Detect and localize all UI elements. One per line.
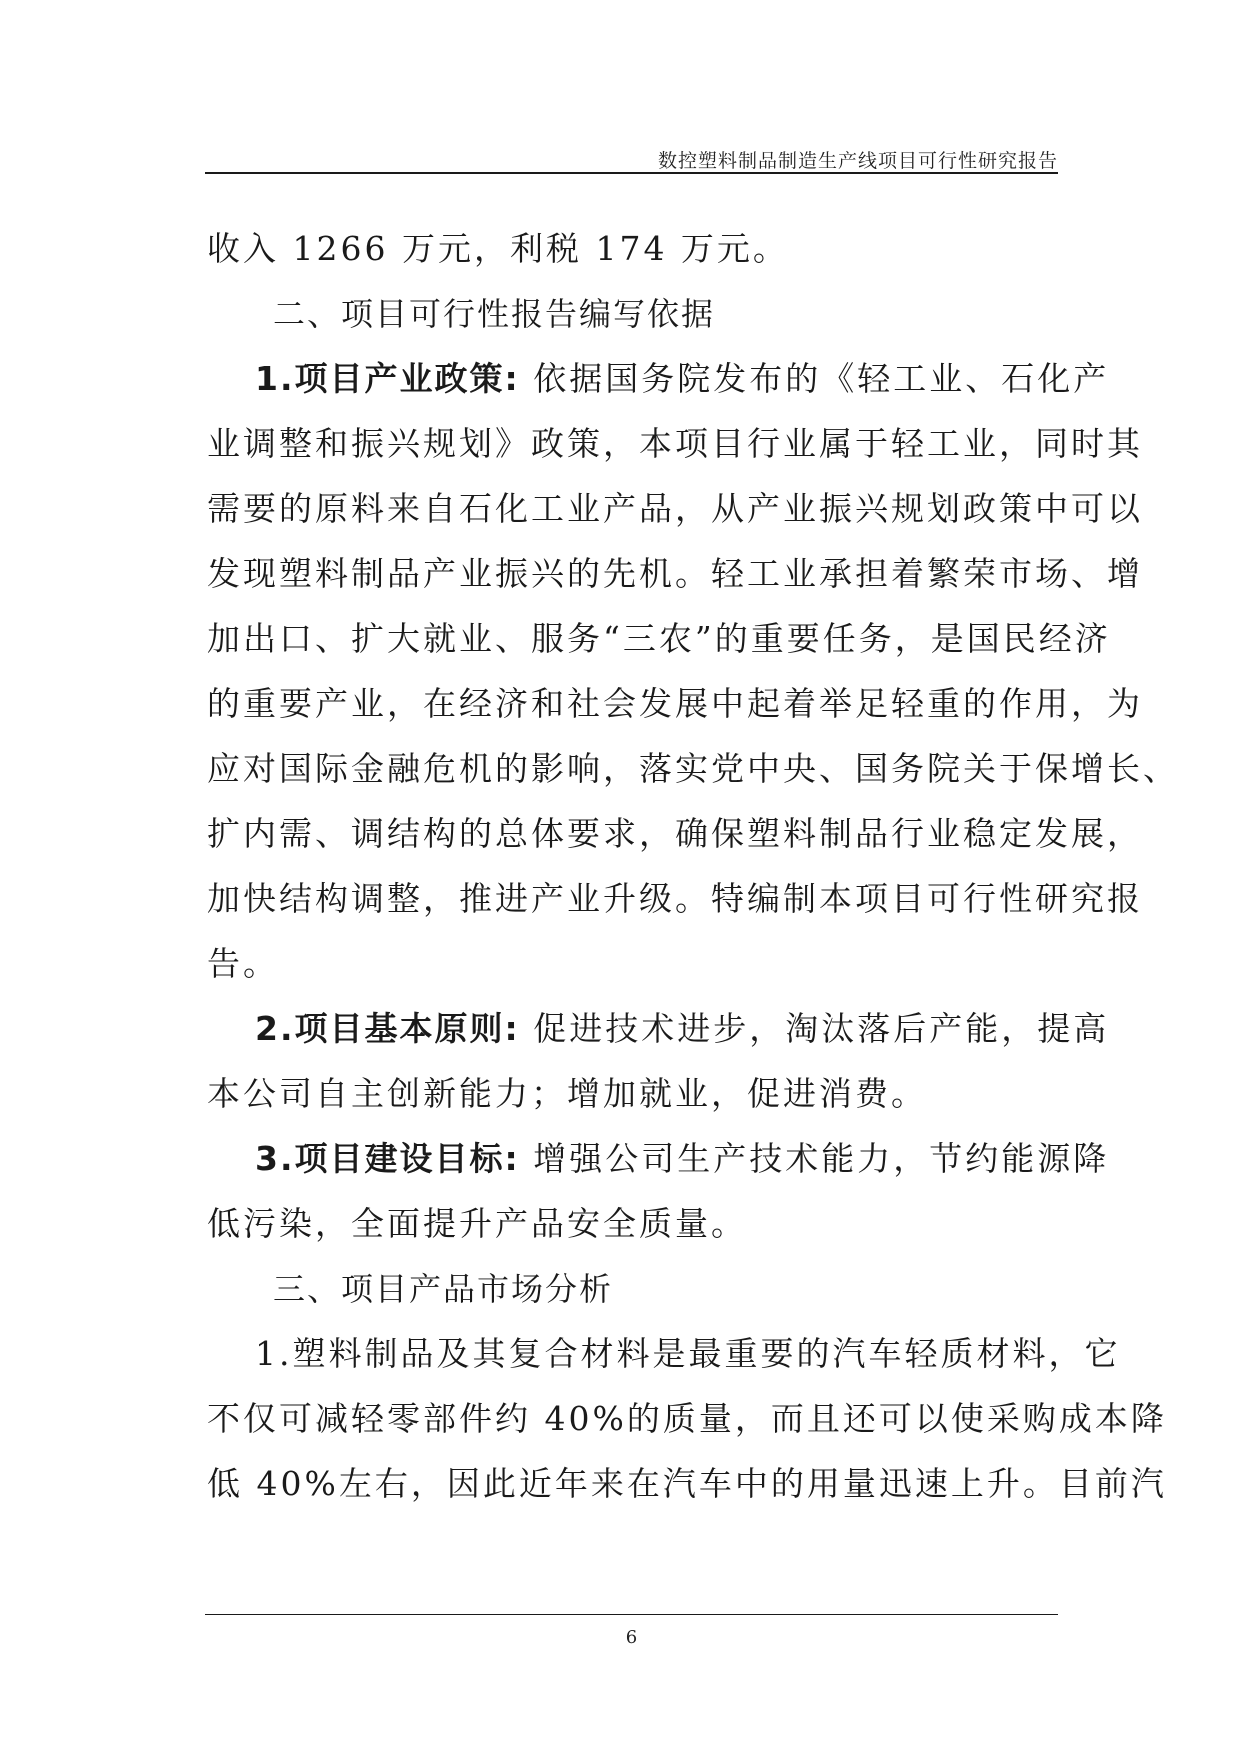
item-lead-principle: 2.项目基本原则: [255, 1009, 520, 1048]
document-body [207, 222, 1179, 1522]
item-lead-goal: 3.项目建设目标: [255, 1139, 520, 1178]
paragraph-line: 加出口、扩大就业、服务“三农”的重要任务，是国民经济 [207, 619, 1111, 658]
paragraph-line: 告。 [207, 944, 279, 983]
item-lead-policy: 1.项目产业政策: [255, 359, 520, 398]
footer-rule [205, 1614, 1058, 1615]
paragraph-line: 业调整和振兴规划》政策，本项目行业属于轻工业，同时其 [207, 424, 1143, 463]
paragraph-line: 不仅可减轻零部件约 40%的质量，而且还可以使采购成本降 [207, 1399, 1167, 1438]
paragraph-line: 扩内需、调结构的总体要求，确保塑料制品行业稳定发展， [207, 814, 1143, 853]
section-heading-market: 三、项目产品市场分析 [273, 1270, 614, 1308]
item-text: 促进技术进步，淘汰落后产能，提高 [519, 1009, 1110, 1048]
item-text: 增强公司生产技术能力，节约能源降 [519, 1139, 1110, 1178]
paragraph-line: 的重要产业，在经济和社会发展中起着举足轻重的作用，为 [207, 684, 1143, 723]
paragraph-line [207, 352, 1110, 417]
paragraph-line: 1.塑料制品及其复合材料是最重要的汽车轻质材料，它 [255, 1334, 1121, 1373]
paragraph-line: 低污染，全面提升产品安全质量。 [207, 1204, 747, 1243]
item-text: 依据国务院发布的《轻工业、石化产 [519, 359, 1110, 398]
paragraph-line: 收入 1266 万元，利税 174 万元。 [207, 229, 789, 268]
page-number: 6 [625, 1627, 638, 1648]
paragraph-line [207, 1132, 1110, 1197]
paragraph-line: 需要的原料来自石化工业产品，从产业振兴规划政策中可以 [207, 489, 1143, 528]
paragraph-line: 低 40%左右，因此近年来在汽车中的用量迅速上升。目前汽 [207, 1464, 1167, 1503]
section-heading-basis: 二、项目可行性报告编写依据 [273, 295, 716, 333]
paragraph-line [207, 1002, 1110, 1067]
running-header: 数控塑料制品制造生产线项目可行性研究报告 [657, 150, 1058, 172]
header-rule [205, 172, 1058, 174]
paragraph-line: 加快结构调整，推进产业升级。特编制本项目可行性研究报 [207, 879, 1143, 918]
paragraph-line: 应对国际金融危机的影响，落实党中央、国务院关于保增长、 [207, 749, 1179, 788]
paragraph-line: 发现塑料制品产业振兴的先机。轻工业承担着繁荣市场、增 [207, 554, 1143, 593]
paragraph-line: 本公司自主创新能力；增加就业，促进消费。 [207, 1074, 927, 1113]
